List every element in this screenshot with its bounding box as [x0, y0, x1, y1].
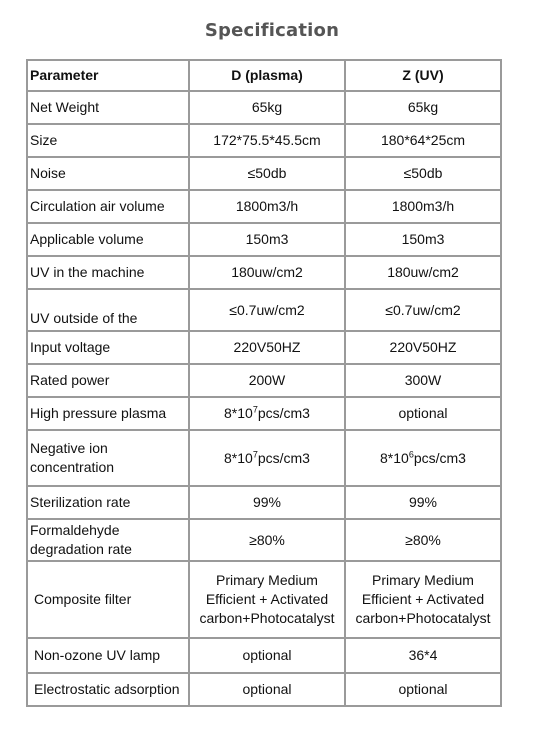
param-cell: Rated power — [27, 364, 189, 397]
page-title: Specification — [204, 20, 340, 41]
column-header-d-plasma: D (plasma) — [189, 60, 345, 91]
table-row — [27, 519, 501, 561]
table-row — [27, 638, 501, 673]
param-cell: Electrostatic adsorption — [27, 673, 189, 706]
z-value-cell: 65kg — [345, 91, 501, 124]
param-cell: Input voltage — [27, 331, 189, 364]
table-row — [27, 364, 501, 397]
param-cell — [27, 519, 189, 561]
param-line: degradation rate — [30, 541, 132, 557]
d-value-cell: ≤0.7uw/cm2 — [189, 289, 345, 331]
z-value-cell: ≤50db — [345, 157, 501, 190]
value-base: 8*10 — [224, 449, 253, 466]
table-row — [27, 91, 501, 124]
param-line: Negative ion — [30, 440, 108, 456]
value-exponent: 7 — [252, 448, 258, 459]
d-value-cell: 65kg — [189, 91, 345, 124]
d-value-cell: 172*75.5*45.5cm — [189, 124, 345, 157]
value-line: carbon+Photocatalyst — [199, 610, 335, 626]
param-cell: UV outside of the — [27, 289, 189, 331]
table-row — [27, 223, 501, 256]
z-value-cell: 220V50HZ — [345, 331, 501, 364]
param-line: Formaldehyde — [30, 522, 120, 538]
value-line: Efficient + Activated — [205, 591, 329, 607]
value-base: 8*10 — [224, 405, 253, 421]
param-cell: Applicable volume — [27, 223, 189, 256]
d-value-cell: optional — [189, 638, 345, 673]
param-cell: Composite filter — [27, 561, 189, 638]
value-exponent: 6 — [408, 448, 414, 459]
d-value-cell: 99% — [189, 486, 345, 519]
table-row — [27, 124, 501, 157]
table-row — [27, 430, 501, 486]
param-cell: Net Weight — [27, 91, 189, 124]
z-value-cell: optional — [345, 673, 501, 706]
column-header-parameter: Parameter — [27, 60, 189, 91]
param-cell: Size — [27, 124, 189, 157]
z-value-cell: optional — [345, 397, 501, 430]
d-value-cell: 200W — [189, 364, 345, 397]
table-row — [27, 331, 501, 364]
table-row — [27, 256, 501, 289]
value-base: 8*10 — [380, 449, 409, 466]
z-value-cell: ≥80% — [345, 519, 501, 561]
table-row — [27, 289, 501, 331]
value-line: carbon+Photocatalyst — [355, 610, 491, 626]
table-row — [27, 190, 501, 223]
table-row — [27, 486, 501, 519]
value-unit: pcs/cm3 — [257, 405, 310, 421]
d-value-cell: 220V50HZ — [189, 331, 345, 364]
d-value-cell: 150m3 — [189, 223, 345, 256]
d-value-cell: 1800m3/h — [189, 190, 345, 223]
z-value-cell — [345, 430, 501, 486]
value-line: Primary Medium — [372, 572, 474, 588]
table-header-row — [27, 60, 501, 91]
param-cell: Sterilization rate — [27, 486, 189, 519]
value-line: Primary Medium — [216, 572, 318, 588]
value-unit: pcs/cm3 — [257, 449, 310, 466]
specification-table — [26, 59, 502, 707]
param-cell: UV in the machine — [27, 256, 189, 289]
table-row — [27, 673, 501, 706]
d-value-cell — [189, 397, 345, 430]
z-value-cell — [345, 561, 501, 638]
value-unit: pcs/cm3 — [413, 449, 466, 466]
table-row — [27, 157, 501, 190]
d-value-cell: optional — [189, 673, 345, 706]
column-header-z-uv: Z (UV) — [345, 60, 501, 91]
z-value-cell: ≤0.7uw/cm2 — [345, 289, 501, 331]
value-line: Efficient + Activated — [361, 591, 485, 607]
d-value-cell: ≥80% — [189, 519, 345, 561]
param-cell: Circulation air volume — [27, 190, 189, 223]
z-value-cell: 300W — [345, 364, 501, 397]
table-row — [27, 561, 501, 638]
d-value-cell: 180uw/cm2 — [189, 256, 345, 289]
z-value-cell: 150m3 — [345, 223, 501, 256]
param-cell: Noise — [27, 157, 189, 190]
d-value-cell: ≤50db — [189, 157, 345, 190]
table-row — [27, 397, 501, 430]
z-value-cell: 1800m3/h — [345, 190, 501, 223]
value-exponent: 7 — [252, 404, 258, 415]
z-value-cell: 180uw/cm2 — [345, 256, 501, 289]
z-value-cell: 36*4 — [345, 638, 501, 673]
z-value-cell: 99% — [345, 486, 501, 519]
param-cell: Non-ozone UV lamp — [27, 638, 189, 673]
param-line: concentration — [30, 459, 115, 475]
param-cell: High pressure plasma — [27, 397, 189, 430]
d-value-cell — [189, 430, 345, 486]
d-value-cell — [189, 561, 345, 638]
param-cell — [27, 430, 189, 486]
z-value-cell: 180*64*25cm — [345, 124, 501, 157]
